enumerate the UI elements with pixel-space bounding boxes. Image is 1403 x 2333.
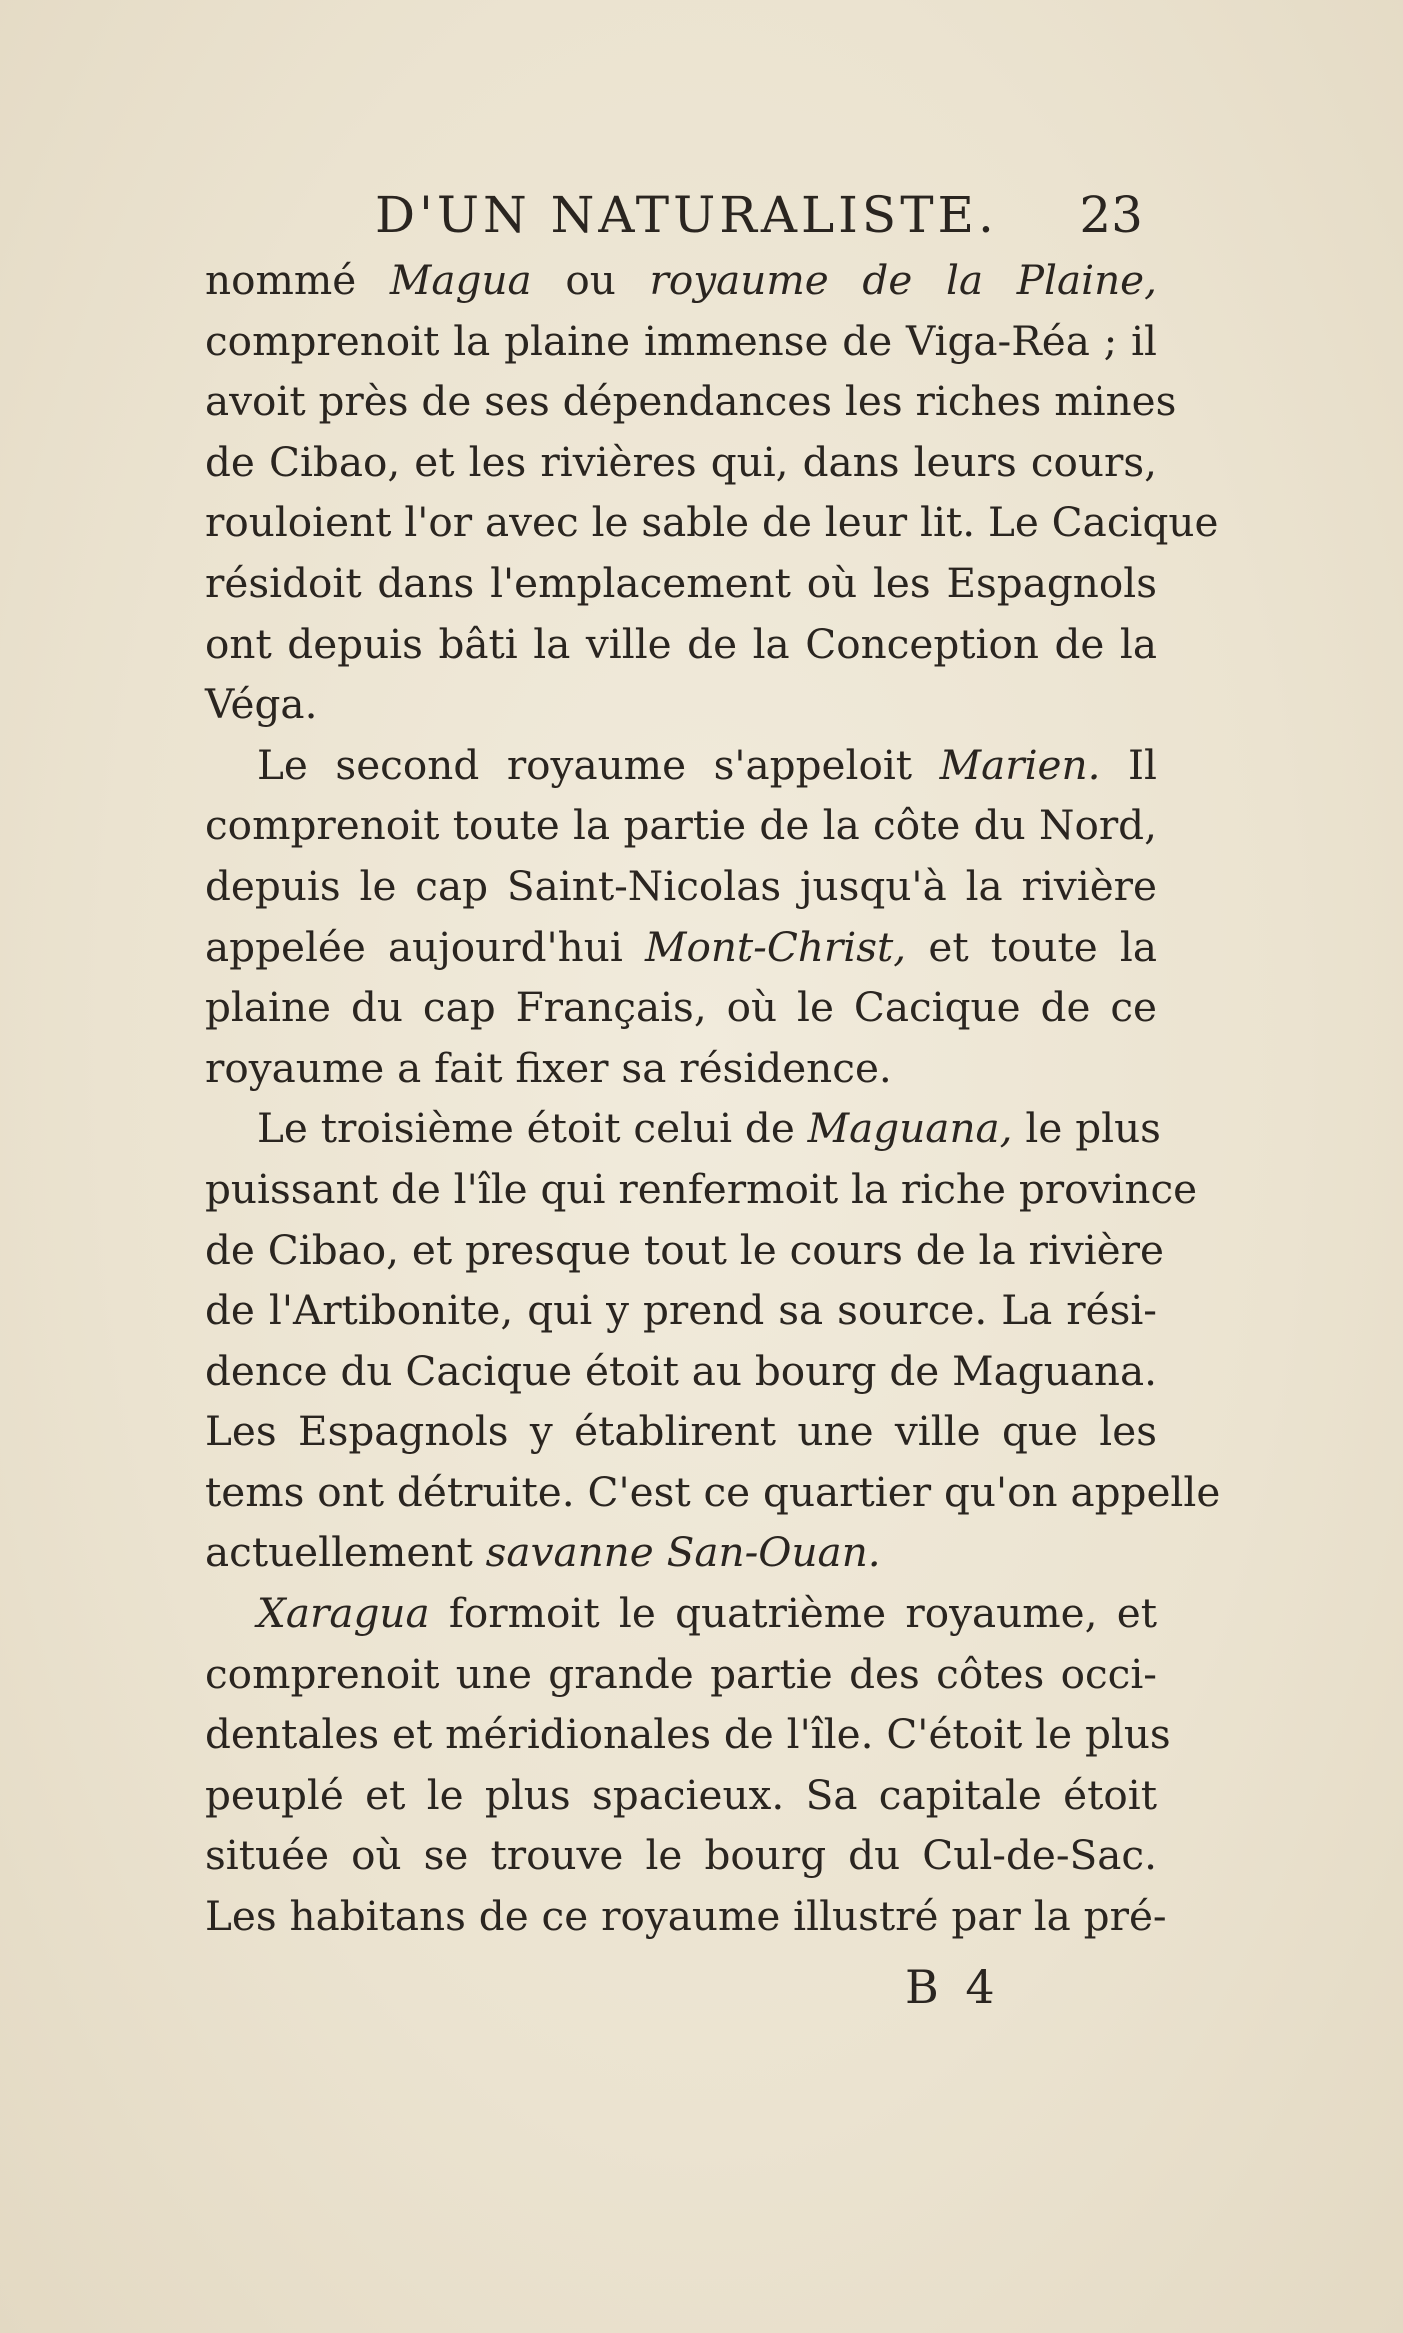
paragraph — [205, 1098, 1221, 1583]
running-title: D'UN NATURALISTE. — [375, 186, 998, 244]
italic-term: Marien. — [939, 740, 1101, 789]
page-header — [375, 180, 1175, 250]
italic-term: Maguana, — [807, 1104, 1013, 1153]
text-line: royaume a fait fixer sa résidence. — [205, 1043, 892, 1092]
text-line: de l'Artibonite, qui y prend sa source. La rési- — [205, 1286, 1157, 1335]
text-line: comprenoit toute la partie de la côte du Nord, — [205, 801, 1157, 850]
paragraph — [205, 735, 1157, 1099]
text-line: tems ont détruite. C'est ce quartier qu'on appelle — [205, 1467, 1221, 1516]
text-line: actuellement savanne San-Ouan. — [205, 1528, 881, 1577]
text-line: Le second royaume s'appeloit Marien. Il — [257, 740, 1157, 789]
text-line: dence du Cacique étoit au bourg de Maguana. — [205, 1346, 1158, 1395]
text-line: nommé Magua ou royaume de la Plaine, — [205, 256, 1157, 304]
text-line: avoit près de ses dépendances les riches mines — [205, 377, 1177, 426]
text-line: de Cibao, et presque tout le cours de la rivière — [205, 1225, 1164, 1274]
text-line: comprenoit une grande partie des côtes occi- — [205, 1649, 1157, 1698]
body-text — [205, 250, 1221, 1947]
text-line: Véga. — [205, 680, 318, 729]
italic-term: Xaragua — [257, 1589, 430, 1638]
text-line: puissant de l'île qui renfermoit la riche province — [205, 1164, 1198, 1213]
text-line: Le troisième étoit celui de Maguana, le plus — [257, 1104, 1161, 1153]
text-line: ont depuis bâti la ville de la Conception de la — [205, 619, 1157, 668]
text-line: plaine du cap Français, où le Cacique de ce — [205, 983, 1157, 1032]
italic-term: Mont-Christ, — [644, 922, 907, 971]
signature-mark: B 4 — [905, 1960, 1001, 2014]
paragraph — [205, 250, 1219, 735]
text-line: depuis le cap Saint-Nicolas jusqu'à la rivière — [205, 861, 1157, 910]
text-line: située où se trouve le bourg du Cul-de-Sac. — [205, 1831, 1157, 1880]
text-line: comprenoit la plaine immense de Viga-Réa ; il — [205, 316, 1157, 365]
page-number: 23 — [1079, 186, 1143, 244]
text-line: Les Espagnols y établirent une ville que les — [205, 1407, 1157, 1456]
italic-term: Magua — [389, 256, 532, 304]
italic-term: royaume de la Plaine, — [649, 256, 1157, 304]
text-line: dentales et méridionales de l'île. C'étoit le plus — [205, 1710, 1171, 1759]
text-line: appelée aujourd'hui Mont-Christ, et toute la — [205, 922, 1157, 971]
text-line: résidoit dans l'emplacement où les Espagnols — [205, 558, 1157, 607]
text-line: Les habitans de ce royaume illustré par la pré- — [205, 1892, 1167, 1941]
text-line: Xaragua formoit le quatrième royaume, et — [257, 1589, 1157, 1638]
text-line: de Cibao, et les rivières qui, dans leurs cours, — [205, 437, 1157, 486]
italic-term: savanne San-Ouan. — [485, 1528, 881, 1577]
text-line: peuplé et le plus spacieux. Sa capitale étoit — [205, 1770, 1157, 1819]
paragraph — [205, 1583, 1171, 1947]
text-line: rouloient l'or avec le sable de leur lit. Le Cacique — [205, 498, 1219, 547]
